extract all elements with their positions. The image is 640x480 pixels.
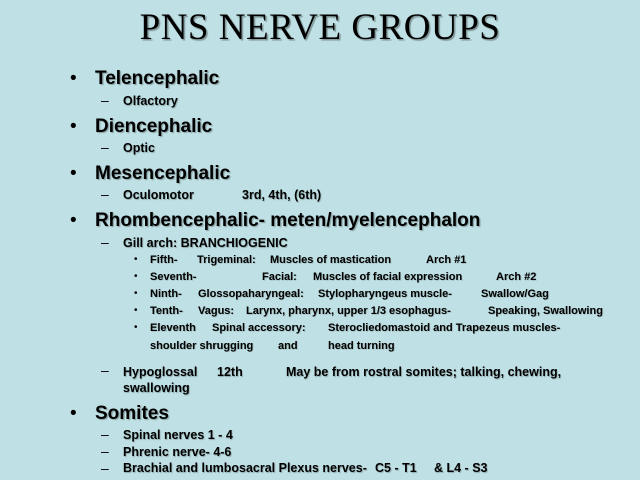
hypoglossal-desc: May be from rostral somites; talking, chewing, bbox=[286, 365, 562, 379]
item-oculomotor: Oculomotor bbox=[123, 188, 194, 202]
hypoglossal-desc-2: swallowing bbox=[123, 381, 190, 395]
small-bullet-icon: • bbox=[134, 305, 138, 316]
fifth-desc: Muscles of mastication bbox=[270, 254, 392, 266]
heading-diencephalic: Diencephalic bbox=[95, 116, 213, 137]
item-oculomotor-numbers: 3rd, 4th, (6th) bbox=[242, 188, 322, 202]
bullet-icon: • bbox=[70, 68, 77, 89]
item-plexus-nerves: Brachial and lumbosacral Plexus nerves- bbox=[123, 461, 367, 475]
dash-icon: – bbox=[101, 426, 109, 442]
eleventh-name: Spinal accessory: bbox=[212, 322, 306, 334]
dash-icon: – bbox=[101, 443, 109, 459]
tenth-num: Tenth- bbox=[150, 305, 183, 317]
dash-icon: – bbox=[101, 186, 109, 202]
item-olfactory: Olfactory bbox=[123, 94, 178, 108]
bullet-icon: • bbox=[70, 163, 77, 184]
dash-icon: – bbox=[101, 362, 109, 378]
hypoglossal-num: 12th bbox=[217, 365, 243, 379]
item-gill-arch: Gill arch: BRANCHIOGENIC bbox=[123, 236, 288, 250]
tenth-desc: Larynx, pharynx, upper 1/3 esophagus- bbox=[246, 305, 451, 317]
fifth-name: Trigeminal: bbox=[197, 254, 256, 266]
heading-telencephalic: Telencephalic bbox=[95, 68, 220, 89]
bullet-icon: • bbox=[70, 210, 77, 231]
seventh-desc: Muscles of facial expression bbox=[313, 271, 463, 283]
item-spinal-nerves: Spinal nerves 1 - 4 bbox=[123, 428, 233, 442]
small-bullet-icon: • bbox=[134, 254, 138, 265]
small-bullet-icon: • bbox=[134, 271, 138, 282]
eleventh-line2-a: shoulder shrugging bbox=[150, 340, 254, 352]
item-phrenic-nerve: Phrenic nerve- 4-6 bbox=[123, 445, 232, 459]
tenth-name: Vagus: bbox=[198, 305, 235, 317]
dash-icon: – bbox=[101, 460, 109, 476]
eleventh-desc: Sterocliedomastoid and Trapezeus muscles- bbox=[328, 322, 561, 334]
ninth-func: Swallow/Gag bbox=[481, 288, 549, 300]
dash-icon: – bbox=[101, 234, 109, 250]
ninth-name: Glossopaharyngeal: bbox=[198, 288, 304, 300]
dash-icon: – bbox=[101, 92, 109, 108]
heading-rhombencephalic: Rhombencephalic- meten/myelencephalon bbox=[95, 210, 481, 231]
hypoglossal-name: Hypoglossal bbox=[123, 365, 198, 379]
heading-somites: Somites bbox=[95, 403, 169, 424]
ninth-num: Ninth- bbox=[150, 288, 182, 300]
bullet-icon: • bbox=[70, 403, 77, 424]
bullet-icon: • bbox=[70, 116, 77, 137]
eleventh-line2-b: and bbox=[278, 340, 298, 352]
item-optic: Optic bbox=[123, 141, 155, 155]
dash-icon: – bbox=[101, 139, 109, 155]
item-plexus-c5-t1: C5 - T1 bbox=[375, 461, 417, 475]
fifth-num: Fifth- bbox=[150, 254, 178, 266]
heading-mesencephalic: Mesencephalic bbox=[95, 163, 231, 184]
fifth-arch: Arch #1 bbox=[426, 254, 467, 266]
ninth-desc: Stylopharyngeus muscle- bbox=[318, 288, 452, 300]
seventh-arch: Arch #2 bbox=[496, 271, 537, 283]
seventh-num: Seventh- bbox=[150, 271, 197, 283]
slide-title: PNS NERVE GROUPS bbox=[139, 7, 501, 48]
tenth-func: Speaking, Swallowing bbox=[488, 305, 603, 317]
eleventh-num: Eleventh bbox=[150, 322, 196, 334]
eleventh-line2-c: head turning bbox=[328, 340, 395, 352]
small-bullet-icon: • bbox=[134, 322, 138, 333]
item-plexus-l4-s3: & L4 - S3 bbox=[434, 461, 488, 475]
small-bullet-icon: • bbox=[134, 288, 138, 299]
seventh-name: Facial: bbox=[262, 271, 297, 283]
